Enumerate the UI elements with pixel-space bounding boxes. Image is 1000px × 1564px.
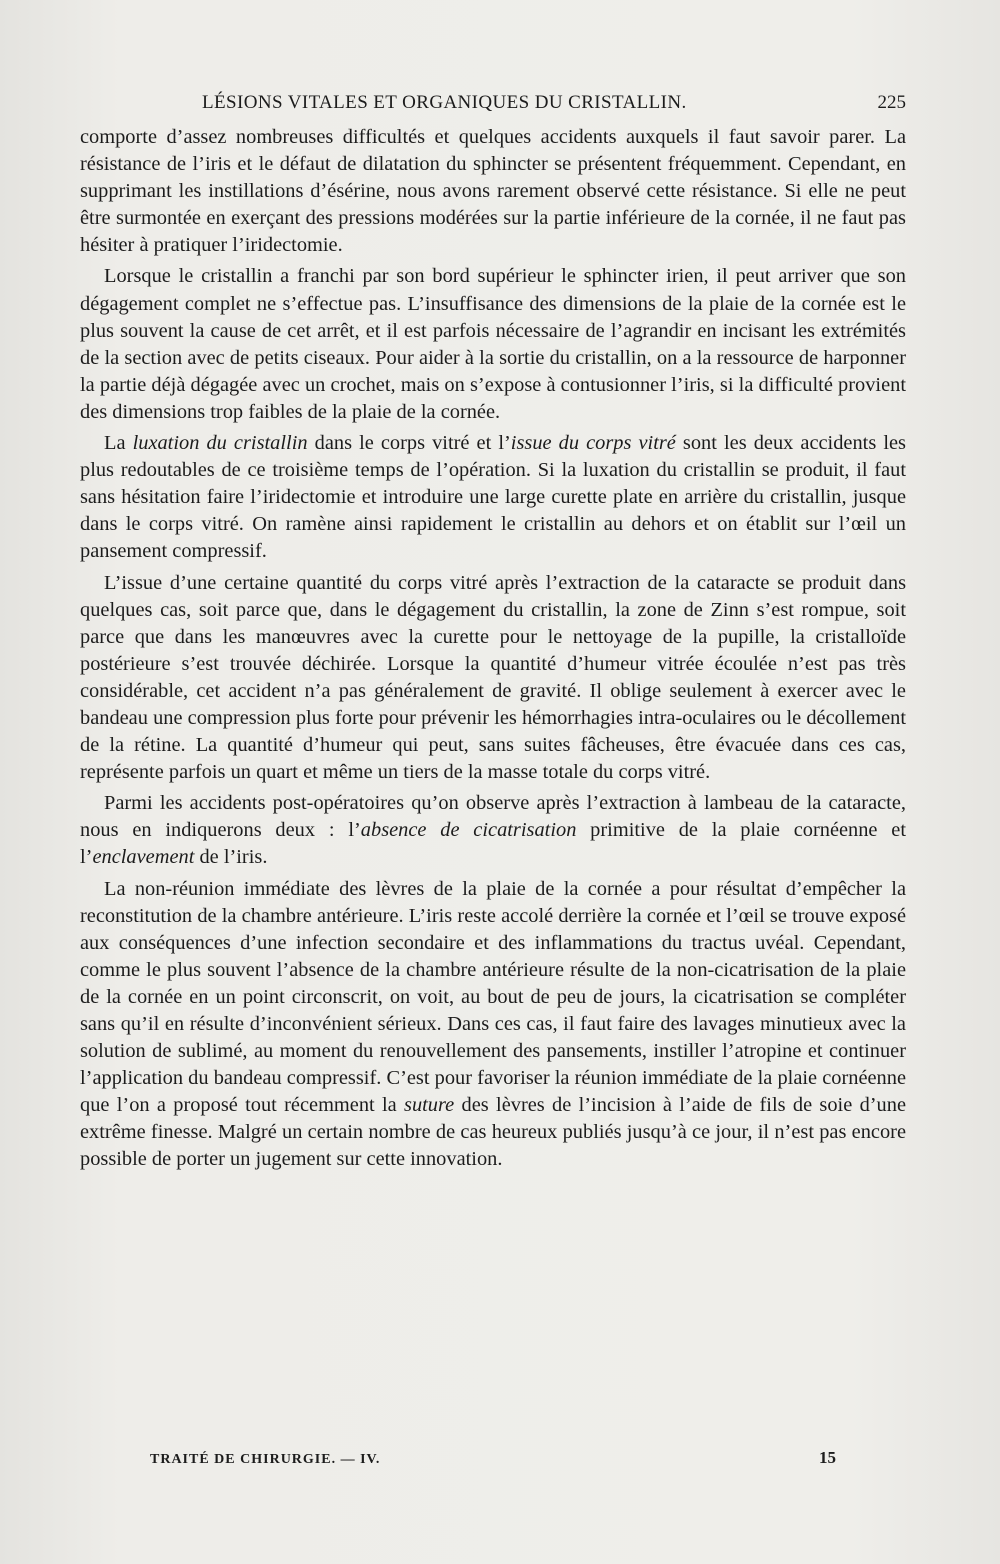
paragraph [80, 876, 906, 1174]
page-number: 225 [877, 92, 906, 113]
page-header [80, 92, 906, 122]
text-run: primitive de la plaie cornéenne et l’ [80, 819, 906, 869]
text-run: comporte d’assez nombreuses difficultés et quelques accidents auxquels il faut savoir parer. La résistance de l’iris et le défaut de dilatation du sphincter se présentent fréquemment. Cependant, en supprimant les instillations d’ésérine, nous avons rarement observé cette résistance. Si elle ne peut être surmontée en exerçant des pressions modérées sur la partie inférieure de la cornée, il ne faut pas hésiter à pratiquer l’iridectomie. [80, 126, 906, 257]
paragraph [80, 570, 906, 787]
text-run: L’issue d’une certaine quantité du corps vitré après l’extraction de la cataracte se produit dans quelques cas, soit parce que, dans le dégagement du cristallin, la zone de Zinn s’est rompue, soit parce que dans les manœuvres avec la curette pour le nettoyage de la pupille, la cristalloïde postérieure s’est trouvée déchirée. Lorsque la quantité d’humeur vitrée écoulée n’est pas très considérable, cet accident n’a pas généralement de gravité. Il oblige seulement à exercer avec le bandeau une compression plus forte pour prévenir les hémorrhagies intra-oculaires ou le décollement de la rétine. La quantité d’humeur qui peut, sans suites fâcheuses, être évacuée dans ces cas, représente parfois un quart et même un tiers de la masse totale du corps vitré. [80, 571, 906, 784]
italic-term: enclavement [92, 846, 195, 869]
text-run: des lèvres de l’incision à l’aide de fils de soie d’une extrême finesse. Malgré un certain nombre de cas heureux publiés jusqu’à ce jour, il n’est pas encore possible de porter un jugement sur cette innovation. [80, 1094, 906, 1171]
italic-term: issue du corps vitré [510, 432, 676, 455]
italic-term: absence de cicatrisation [360, 819, 577, 842]
text-run: sont les deux accidents les plus redoutables de ce troisième temps de l’opération. Si la luxation du cristallin se produit, il faut sans hésitation faire l’iridectomie et introduire une large curette plate en arrière du cristallin, jusque dans le corps vitré. On ramène ainsi rapidement le cristallin au dehors et on établit sur l’œil un pansement compressif. [80, 432, 906, 563]
text-run: dans le corps vitré et l’ [307, 432, 511, 455]
page-footer [150, 1448, 836, 1476]
italic-term: suture [404, 1094, 455, 1117]
text-run: Lorsque le cristallin a franchi par son bord supérieur le sphincter irien, il peut arriver que son dégagement complet ne s’effectue pas. L’insuffisance des dimensions de la plaie de la cornée est le plus souvent la cause de cet arrêt, et il est parfois nécessaire de l’agrandir en incisant les extrémités de la section avec de petits ciseaux. Pour aider à la sortie du cristallin, on a la ressource de harponner la partie déjà dégagée avec un crochet, mais on s’expose à contusionner l’iris, si la difficulté provient des dimensions trop faibles de la plaie de la cornée. [80, 265, 906, 423]
body-text [80, 124, 906, 1174]
signature-line: TRAITÉ DE CHIRURGIE. — IV. [150, 1452, 381, 1467]
text-run: La [104, 432, 133, 455]
paragraph [80, 430, 906, 565]
text-run: de l’iris. [194, 846, 268, 869]
text-run: Parmi les accidents post-opératoires qu’on observe après l’extraction à lambeau de la cataracte, nous en indiquerons deux : l’ [80, 792, 906, 842]
signature-mark: 15 [819, 1448, 836, 1467]
text-run: La non-réunion immédiate des lèvres de la plaie de la cornée a pour résultat d’empêcher la reconstitution de la chambre antérieure. L’iris reste accolé derrière la cornée et l’œil se trouve exposé aux conséquences d’une infection secondaire et des inflammations du tractus uvéal. Cependant, comme le plus souvent l’absence de la chambre antérieure résulte de la non-cicatrisation de la plaie de la cornée en un point circonscrit, on voit, au bout de peu de jours, la cicatrisation se compléter sans qu’il en résulte d’inconvénient sérieux. Dans ces cas, il faut faire des lavages minutieux avec la solution de sublimé, au moment du renouvellement des pansements, instiller l’atropine et continuer l’application du bandeau compressif. C’est pour favoriser la réunion immédiate de la plaie cornéenne que l’on a proposé tout récemment la [80, 877, 906, 1117]
italic-term: luxation du cristallin [132, 432, 308, 455]
paragraph [80, 790, 906, 871]
paragraph [80, 263, 906, 426]
paragraph [80, 124, 906, 259]
running-title: LÉSIONS VITALES ET ORGANIQUES DU CRISTALLIN. [202, 92, 687, 113]
